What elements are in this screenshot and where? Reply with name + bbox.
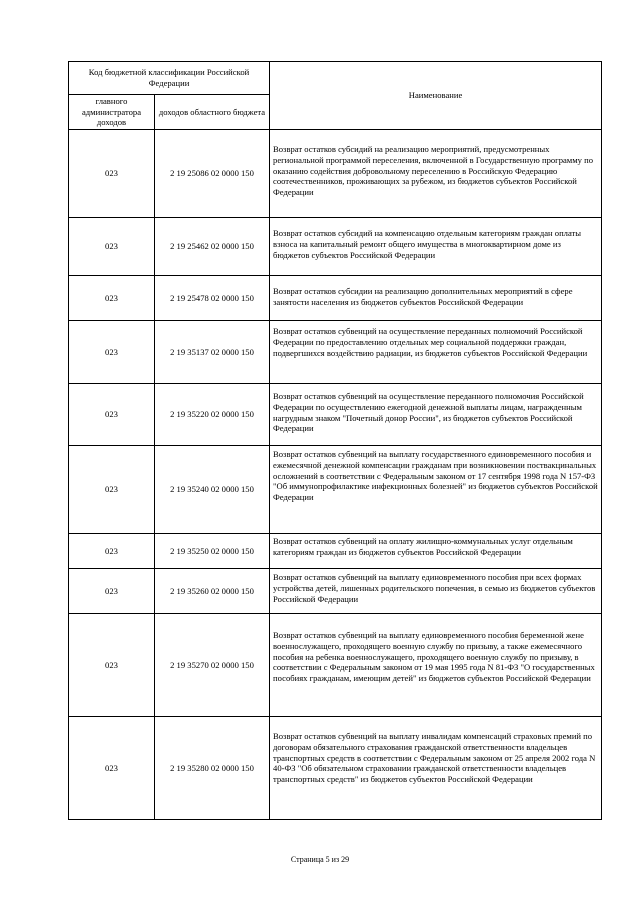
name-cell: Возврат остатков субвенций на осуществление переданного полномочия Российской Федерации по осуществлению ежегодной денежной выплаты лицам, награжденным нагрудным знаком "Почетный донор России", из бюджетов субъектов Российской Федерации (270, 384, 602, 446)
header-row-top (69, 62, 602, 95)
name-cell: Возврат остатков субвенций на выплату единовременного пособия беременной жене военнослужащего, проходящего военную службу по призыву, а также ежемесячного пособия на ребенка военнослужащего, проходящего военную службу по призыву, в соответствии с Федеральным законом от 19 мая 1995 года N 81-ФЗ "О государственных пособиях гражданам, имеющим детей" из бюджетов субъектов Российской Федерации (270, 614, 602, 717)
table-row (69, 717, 602, 820)
table-row (69, 384, 602, 446)
admin-code-cell: 023 (69, 321, 155, 384)
header-group: Код бюджетной классификации Российской Федерации (69, 62, 270, 95)
income-code-cell: 2 19 35270 02 0000 150 (155, 614, 270, 717)
admin-code-cell: 023 (69, 130, 155, 218)
name-cell: Возврат остатков субвенций на выплату инвалидам компенсаций страховых премий по договорам обязательного страхования гражданской ответственности владельцев транспортных средств в соответствии с Федеральным законом от 25 апреля 2002 года N 40-ФЗ "Об обязательном страховании гражданской ответственности владельцев транспортных средств" из бюджетов субъектов Российской Федерации (270, 717, 602, 820)
table-row (69, 614, 602, 717)
income-code-cell: 2 19 25086 02 0000 150 (155, 130, 270, 218)
admin-code-cell: 023 (69, 384, 155, 446)
header-admin: главного администратора доходов (69, 95, 155, 130)
name-cell: Возврат остатков субвенций на выплату государственного единовременного пособия и ежемесячной денежной компенсации гражданам при возникновении поствакцинальных осложнений в соответствии с Федеральным законом от 17 сентября 1998 года N 157-ФЗ "Об иммунопрофилактике инфекционных болезней" из бюджетов субъектов Российской Федерации (270, 446, 602, 534)
admin-code-cell: 023 (69, 614, 155, 717)
table-row (69, 446, 602, 534)
admin-code-cell: 023 (69, 569, 155, 614)
name-cell: Возврат остатков субвенций на выплату единовременного пособия при всех формах устройства детей, лишенных родительского попечения, в семью из бюджетов субъектов Российской Федерации (270, 569, 602, 614)
income-code-cell: 2 19 35260 02 0000 150 (155, 569, 270, 614)
header-name: Наименование (270, 62, 602, 130)
admin-code-cell: 023 (69, 534, 155, 569)
admin-code-cell: 023 (69, 276, 155, 321)
income-code-cell: 2 19 25462 02 0000 150 (155, 218, 270, 276)
income-code-cell: 2 19 25478 02 0000 150 (155, 276, 270, 321)
income-code-cell: 2 19 35250 02 0000 150 (155, 534, 270, 569)
income-code-cell: 2 19 35280 02 0000 150 (155, 717, 270, 820)
income-code-cell: 2 19 35137 02 0000 150 (155, 321, 270, 384)
header-code: доходов областного бюджета (155, 95, 270, 130)
table-row (69, 321, 602, 384)
table-row (69, 276, 602, 321)
table-row (69, 130, 602, 218)
admin-code-cell: 023 (69, 717, 155, 820)
admin-code-cell: 023 (69, 218, 155, 276)
income-code-cell: 2 19 35240 02 0000 150 (155, 446, 270, 534)
income-code-cell: 2 19 35220 02 0000 150 (155, 384, 270, 446)
name-cell: Возврат остатков субсидий на компенсацию отдельным категориям граждан оплаты взноса на капитальный ремонт общего имущества в многоквартирном доме из бюджетов субъектов Российской Федерации (270, 218, 602, 276)
name-cell: Возврат остатков субсидий на реализацию мероприятий, предусмотренных региональной программой переселения, включенной в Государственную программу по оказанию содействия добровольному переселению в Российскую Федерацию соотечественников, проживающих за рубежом, из бюджетов субъектов Российской Федерации (270, 130, 602, 218)
name-cell: Возврат остатков субсидии на реализацию дополнительных мероприятий в сфере занятости населения из бюджетов субъектов Российской Федерации (270, 276, 602, 321)
page-number: Страница 5 из 29 (290, 855, 350, 864)
table-row (69, 569, 602, 614)
table-row (69, 534, 602, 569)
name-cell: Возврат остатков субвенций на осуществление переданных полномочий Российской Федерации по предоставлению отдельных мер социальной поддержки граждан, подвергшихся воздействию радиации, из бюджетов субъектов Российской Федерации (270, 321, 602, 384)
table-row (69, 218, 602, 276)
name-cell: Возврат остатков субвенций на оплату жилищно-коммунальных услуг отдельным категориям граждан из бюджетов субъектов Российской Федерации (270, 534, 602, 569)
admin-code-cell: 023 (69, 446, 155, 534)
budget-classification-table (68, 61, 602, 820)
